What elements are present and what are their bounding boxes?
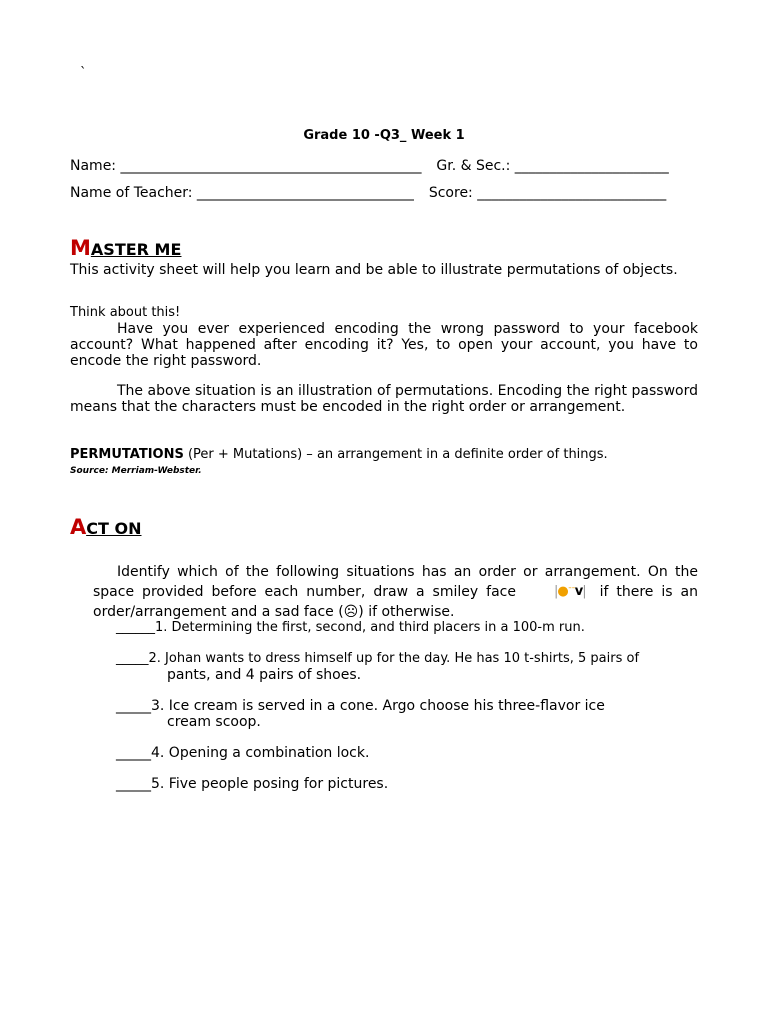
- act-on-heading: [70, 515, 141, 539]
- paragraph-1: Have you ever experienced encoding the wrong password to your facebook account? What happened after encoding it? Yes, to open your account, you have to encode the right password.: [70, 321, 698, 369]
- list-item: [116, 651, 676, 683]
- item-text: ______1. Determining the first, second, and third placers in a 100-m run.: [116, 620, 585, 635]
- master-me-initial: M: [70, 236, 91, 260]
- act-on-rest: CT ON: [86, 519, 142, 538]
- think-label: Think about this!: [70, 305, 181, 320]
- master-me-heading: [70, 236, 181, 260]
- score-field[interactable]: Score: ___________________________: [428, 185, 667, 201]
- act-on-initial: A: [70, 515, 87, 539]
- list-item: [116, 620, 676, 636]
- item-text: _____5. Five people posing for pictures.: [116, 776, 389, 792]
- permutations-definition: [70, 447, 698, 463]
- intro-text: This activity sheet will help you learn and be able to illustrate permutations of objects.: [70, 262, 678, 278]
- page-title: Grade 10 -Q3_ Week 1: [303, 128, 465, 143]
- list-item: [116, 698, 676, 730]
- list-item: [116, 745, 676, 761]
- source-note: Source: Merriam-Webster.: [70, 466, 202, 476]
- master-me-rest: ASTER ME: [90, 240, 182, 259]
- item-text: _____4. Opening a combination lock.: [116, 745, 370, 761]
- instructions-text: Identify which of the following situations has an order or arrangement. On the space provided before each number, draw a smiley face: [93, 564, 698, 600]
- instructions: [93, 562, 698, 622]
- section-field[interactable]: Gr. & Sec.: ______________________: [436, 158, 669, 174]
- item-text: _____3. Ice cream is served in a cone. Argo choose his three-flavor ice: [116, 698, 605, 714]
- paragraph-2: The above situation is an illustration of permutations. Encoding the right password means that the characters must be encoded in the right order or arrangement.: [70, 383, 698, 415]
- sad-face-icon: ☹: [343, 604, 359, 620]
- instructions-text-2: if there is an order/arrangement and a sad face (: [93, 584, 698, 620]
- item-text: _____2. Johan wants to dress himself up for the day. He has 10 t-shirts, 5 pairs of: [116, 651, 640, 666]
- item-continuation: pants, and 4 pairs of shoes.: [167, 667, 362, 683]
- name-field[interactable]: Name: ___________________________________________: [70, 158, 422, 174]
- permutations-def: (Per + Mutations) – an arrangement in a definite order of things.: [183, 447, 608, 462]
- smiley-face-icon: |●$^{ˉˉ}$v|: [553, 584, 586, 599]
- permutations-term: PERMUTATIONS: [70, 447, 184, 462]
- header-mark: `: [80, 66, 87, 81]
- name-row: [70, 158, 669, 174]
- teacher-row: [70, 185, 666, 201]
- item-continuation: cream scoop.: [167, 714, 261, 730]
- teacher-field[interactable]: Name of Teacher: _______________________________: [70, 185, 414, 201]
- instructions-text-3: ) if otherwise.: [358, 604, 455, 620]
- list-item: [116, 776, 676, 792]
